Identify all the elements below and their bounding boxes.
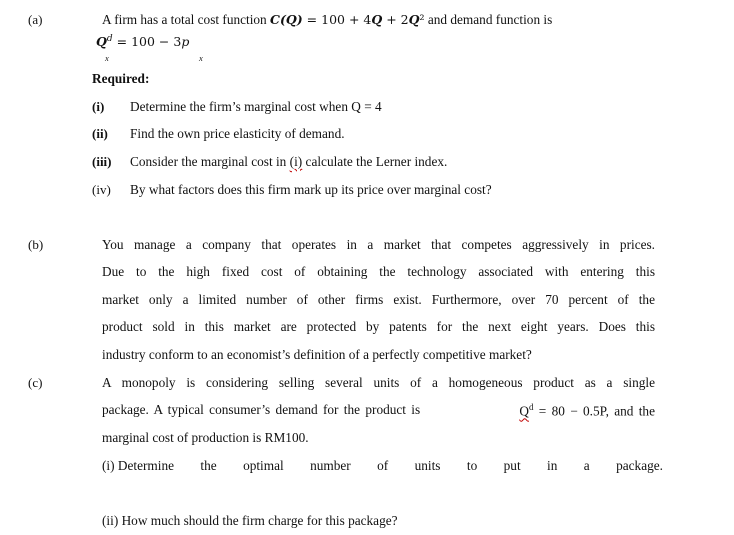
sub-i-word: in (547, 458, 558, 473)
part-b-line-1: You manage a company that operates in a market that competes aggressively in prices. (102, 237, 655, 252)
cost-q2-symbol: Q (408, 12, 420, 27)
sub-i-word: (i) Determine (102, 458, 174, 473)
item-iii-pre: Consider the marginal cost in (130, 154, 290, 169)
item-ii-text: Find the own price elasticity of demand. (130, 126, 345, 141)
sub-i-word: to (466, 458, 478, 473)
equation-rest: = 80 − 0.5P, and the (533, 403, 655, 419)
part-c-line-1: A monopoly is considering selling several units of a homogeneous product as a single (102, 375, 655, 390)
demand-q-symbol: Q (96, 34, 107, 50)
equation-q: Q (519, 403, 529, 419)
part-c-label: (c) (28, 375, 43, 390)
part-a-intro (102, 12, 552, 28)
cost-square: ² (419, 12, 425, 27)
part-c-sub-i (102, 458, 663, 474)
cost-function (270, 12, 425, 27)
item-iii-post: calculate the Lerner index. (302, 154, 448, 169)
part-b-line-4: product sold in this market are protected by patents for the next eight years. Does this (102, 319, 655, 334)
demand-equation (519, 402, 655, 419)
sub-i-word: units (414, 458, 441, 473)
part-a-label: (a) (28, 12, 43, 27)
sub-i-word: number (310, 458, 351, 473)
cost-expr-1: = 100 + 4 (302, 12, 372, 27)
item-i-number: (i) (92, 99, 105, 114)
sub-i-word: package. (616, 458, 663, 473)
part-b-label: (b) (28, 237, 44, 252)
part-b-line-5: industry conform to an economist’s definition of a perfectly competitive market? (102, 347, 532, 362)
equation-superscript: d (528, 402, 534, 412)
part-c-line-3: marginal cost of production is RM100. (102, 430, 309, 445)
demand-p-symbol: p (181, 34, 190, 50)
sub-i-word: optimal (243, 458, 284, 473)
demand-expr: = 100 − 3 (112, 34, 182, 50)
part-b-line-3: market only a limited number of other firms exist. Furthermore, over 70 percent of the (102, 292, 655, 307)
intro-post-text: and demand function is (424, 12, 553, 27)
line2-pre-text: package. A typical consumer’s demand for the product is (102, 402, 421, 417)
cost-expr-2: + 2 (382, 12, 409, 27)
item-iv-number: (iv) (92, 182, 111, 197)
item-i-text: Determine the firm’s marginal cost when Q = 4 (130, 99, 382, 114)
part-b-line-2: Due to the high fixed cost of obtaining the technology associated with entering this (102, 264, 655, 279)
demand-subscript-x1: x (105, 53, 109, 63)
part-c-line-2 (102, 402, 655, 419)
sub-i-word: put (503, 458, 521, 473)
part-c-sub-ii: (ii) How much should the firm charge for this package? (102, 513, 398, 528)
item-iii-number: (iii) (92, 154, 112, 169)
sub-i-word: the (200, 458, 217, 473)
item-iii-text (130, 154, 447, 170)
cost-fn-symbol: C(Q) (270, 12, 303, 27)
sub-i-word: a (583, 458, 590, 473)
required-heading: Required: (92, 71, 150, 86)
item-ii-number: (ii) (92, 126, 108, 141)
sub-i-word: of (377, 458, 389, 473)
cost-q-symbol: Q (371, 12, 383, 27)
item-iv-text: By what factors does this firm mark up its price over marginal cost? (130, 182, 492, 197)
item-iii-reference: (i) (289, 154, 303, 169)
demand-function (96, 34, 189, 49)
demand-superscript: d (106, 34, 113, 44)
intro-text: A firm has a total cost function (102, 12, 271, 27)
demand-subscript-x2: x (199, 53, 203, 63)
